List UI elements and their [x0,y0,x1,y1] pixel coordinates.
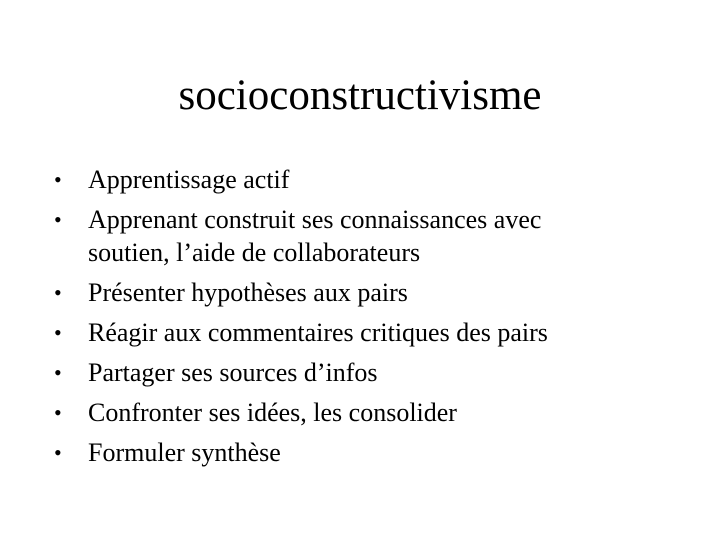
bullet-item-4 [52,316,672,349]
bullet-list [52,163,672,476]
bullet-marker: • [54,207,62,232]
bullet-item-7 [52,436,672,469]
bullet-item-5 [52,356,672,389]
bullet-text: Formuler synthèse [88,438,281,467]
bullet-marker: • [54,360,62,385]
bullet-text: Réagir aux commentaires critiques des pairs [88,318,548,347]
bullet-text-continuation: soutien, l’aide de collaborateurs [88,238,421,267]
bullet-marker: • [54,320,62,345]
bullet-item-1 [52,163,672,196]
bullet-text: Partager ses sources d’infos [88,358,378,387]
bullet-marker: • [54,167,62,192]
slide-title: socioconstructivisme [178,72,542,119]
bullet-item-2 [52,203,672,269]
bullet-text: Présenter hypothèses aux pairs [88,278,408,307]
bullet-text: Confronter ses idées, les consolider [88,398,457,427]
bullet-marker: • [54,400,62,425]
bullet-marker: • [54,280,62,305]
bullet-marker: • [54,440,62,465]
bullet-text: Apprentissage actif [88,165,290,194]
bullet-item-3 [52,276,672,309]
bullet-text: Apprenant construit ses connaissances avec [88,205,542,234]
bullet-item-6 [52,396,672,429]
